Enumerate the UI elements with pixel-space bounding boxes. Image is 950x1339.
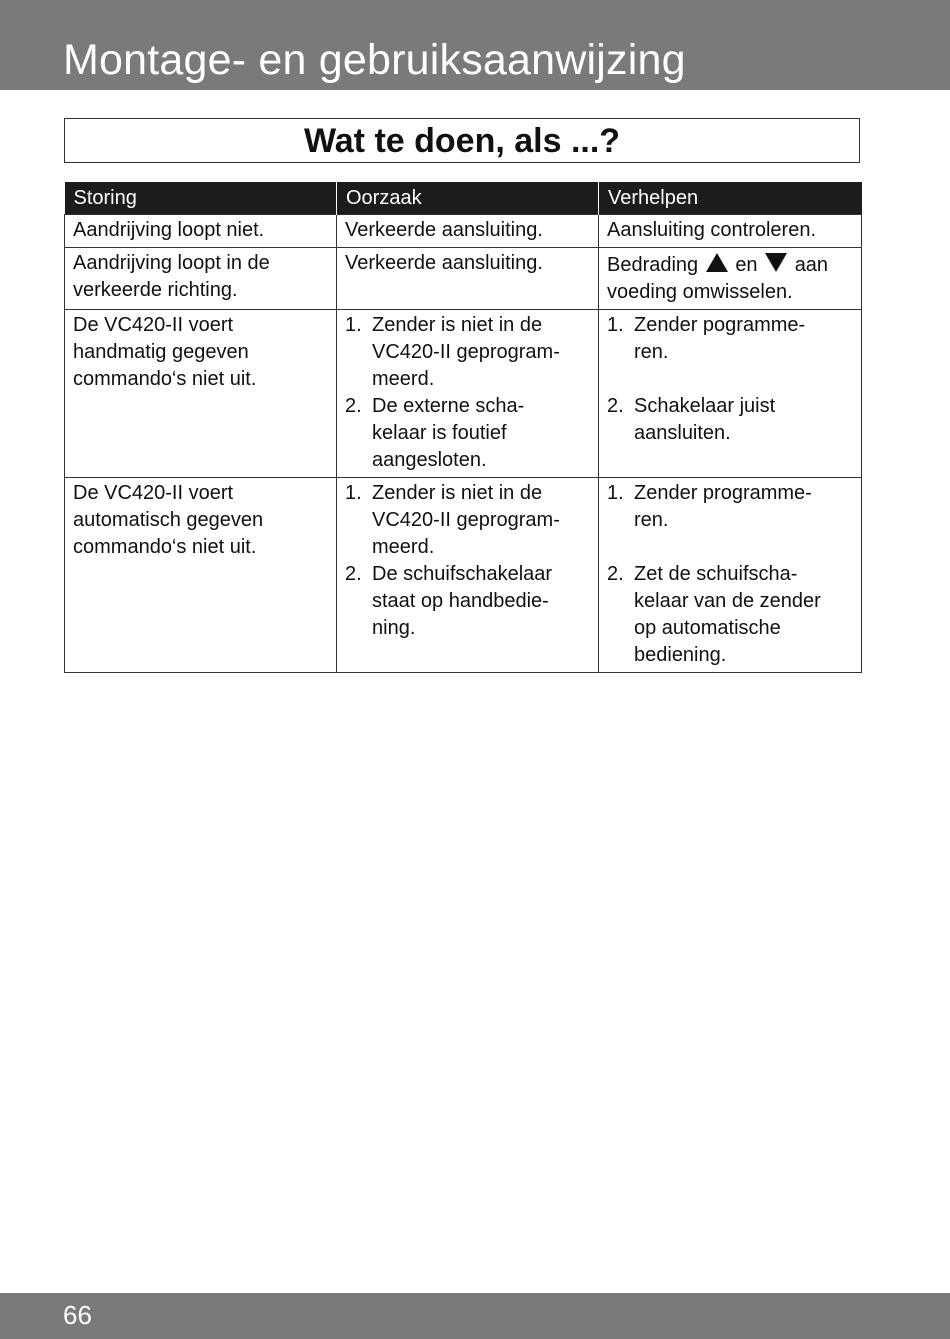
cell-text-line: kelaar van de zender	[634, 590, 821, 612]
table-header-row	[65, 182, 862, 215]
cell-text-line: meerd.	[372, 368, 435, 390]
cell-text: aan	[794, 254, 829, 276]
cell-text-line: Schakelaar juist	[634, 395, 776, 417]
table-row	[65, 310, 862, 478]
oorzaak-cell: Verkeerde aansluiting.	[337, 215, 599, 248]
storing-cell	[65, 248, 337, 310]
footer-band	[0, 1293, 950, 1339]
oorzaak-cell	[337, 478, 599, 673]
list-spacer	[607, 366, 853, 393]
cell-text-line: De schuifschakelaar	[372, 563, 553, 585]
cell-text-line: staat op handbedie-	[372, 590, 549, 612]
storing-cell	[65, 310, 337, 478]
column-header-storing: Storing	[65, 182, 337, 215]
list-number: 1.	[607, 482, 624, 504]
list-item	[607, 480, 853, 534]
cell-text-line	[607, 250, 853, 279]
cause-list	[345, 480, 590, 642]
storing-cell	[65, 478, 337, 673]
page-number: 66	[63, 1300, 92, 1330]
page-title: Montage- en gebruiksaanwijzing	[63, 36, 686, 84]
troubleshooting-table	[64, 182, 862, 673]
list-number: 2.	[345, 395, 362, 417]
verhelpen-cell: Aansluiting controleren.	[599, 215, 862, 248]
cell-text-line: verkeerde richting.	[73, 279, 238, 301]
remedy-list	[607, 480, 853, 669]
cell-text-line: aansluiten.	[634, 422, 731, 444]
section-title: Wat te doen, als ...?	[303, 121, 621, 160]
cell-text: en	[735, 254, 758, 276]
list-item	[607, 561, 853, 669]
list-item	[345, 561, 590, 642]
list-spacer	[607, 534, 853, 561]
section-heading-box	[64, 118, 860, 163]
cell-text-line: commando‘s niet uit.	[73, 368, 257, 390]
column-header-oorzaak: Oorzaak	[337, 182, 599, 215]
cell-text-line: bediening.	[634, 644, 727, 666]
table-row	[65, 478, 862, 673]
list-item	[607, 312, 853, 366]
cell-text-line: VC420-II geprogram-	[372, 341, 560, 363]
list-number: 1.	[345, 314, 362, 336]
cell-text-line: op automatische	[634, 617, 781, 639]
list-item	[345, 312, 590, 393]
column-header-verhelpen: Verhelpen	[599, 182, 862, 215]
cell-text-line: ning.	[372, 617, 416, 639]
cell-text-line: Zender is niet in de	[372, 482, 543, 504]
cell-text-line: Aandrijving loopt in de	[73, 252, 270, 274]
storing-cell: Aandrijving loopt niet.	[65, 215, 337, 248]
verhelpen-cell	[599, 310, 862, 478]
oorzaak-cell: Verkeerde aansluiting.	[337, 248, 599, 310]
remedy-list	[607, 312, 853, 447]
cell-text-line: handmatig gegeven	[73, 341, 249, 363]
cell-text-line: Zet de schuifscha-	[634, 563, 798, 585]
triangle-down-icon	[765, 253, 787, 272]
list-item	[345, 393, 590, 474]
cell-text-line: Zender programme-	[634, 482, 812, 504]
verhelpen-cell	[599, 478, 862, 673]
triangle-up-icon	[706, 253, 728, 272]
cell-text-line: Zender pogramme-	[634, 314, 806, 336]
cell-text-line: De VC420-II voert	[73, 314, 234, 336]
list-item	[345, 480, 590, 561]
verhelpen-cell	[599, 248, 862, 310]
cell-text-line: automatisch gegeven	[73, 509, 264, 531]
cell-text-line: commando‘s niet uit.	[73, 536, 257, 558]
oorzaak-cell	[337, 310, 599, 478]
cell-text-line: ren.	[634, 509, 669, 531]
cell-text-line: De externe scha-	[372, 395, 525, 417]
cell-text-line: ren.	[634, 341, 669, 363]
table-row	[65, 248, 862, 310]
list-number: 2.	[607, 395, 624, 417]
cell-text-line: De VC420-II voert	[73, 482, 234, 504]
list-number: 2.	[345, 563, 362, 585]
cell-text-line: voeding omwisselen.	[607, 281, 793, 303]
list-number: 2.	[607, 563, 624, 585]
list-number: 1.	[345, 482, 362, 504]
cell-text: Bedrading	[607, 254, 699, 276]
cell-text-line: meerd.	[372, 536, 435, 558]
list-item	[607, 393, 853, 447]
table-row	[65, 215, 862, 248]
cell-text-line: Zender is niet in de	[372, 314, 543, 336]
cell-text-line: kelaar is foutief	[372, 422, 507, 444]
cell-text-line: VC420-II geprogram-	[372, 509, 560, 531]
cause-list	[345, 312, 590, 474]
cell-text-line: aangesloten.	[372, 449, 487, 471]
list-number: 1.	[607, 314, 624, 336]
